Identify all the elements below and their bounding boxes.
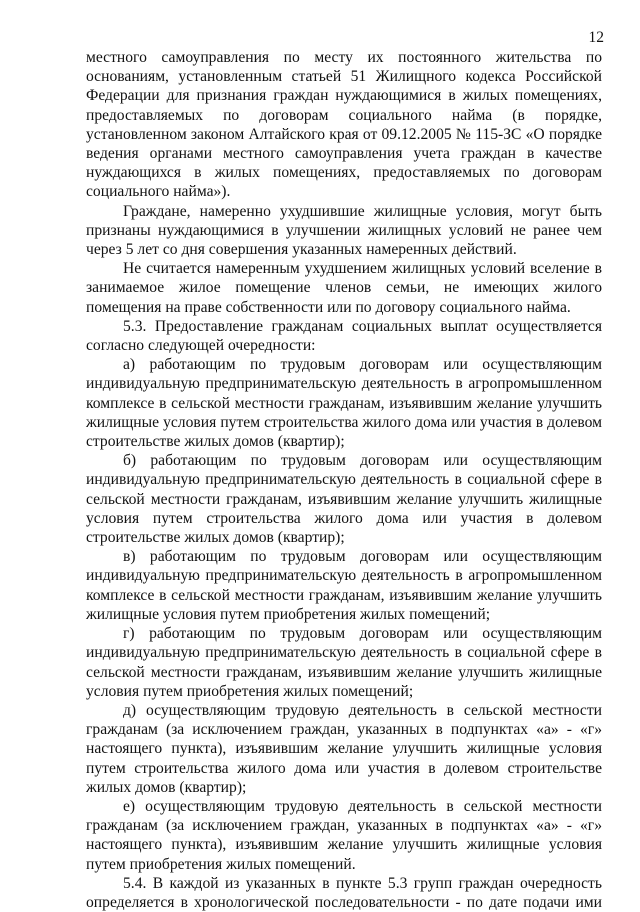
list-item-b: б) работающим по трудовым договорам или осуществляющим индивидуальную предпринимательскую деятельность в социальной сфере в сельской местности гражданам, изъявившим желание улучшить жилищные условия путем строительства жилого дома или участия в долевом строительстве жилых домов (квартир); <box>86 452 602 547</box>
paragraph-not-intentional-worsening: Не считается намеренным ухудшением жилищных условий вселение в занимаемое жилое помещение членов семьи, не имеющих жилого помещения на праве собственности или по договору социального найма. <box>86 260 602 316</box>
body-text <box>86 48 602 912</box>
paragraph-intentional-worsening: Граждане, намеренно ухудшившие жилищные условия, могут быть признаны нуждающимися в улучшении жилищных условий не ранее чем через 5 лет со дня совершения указанных намеренных действий. <box>86 202 602 259</box>
list-item-g: г) работающим по трудовым договорам или осуществляющим индивидуальную предпринимательскую деятельность в социальной сфере в сельской местности гражданам, изъявившим желание улучшить жилищные условия путем приобретения жилых помещений; <box>86 625 602 700</box>
list-item-e: е) осуществляющим трудовую деятельность в сельской местности гражданам (за исключением граждан, указанных в подпунктах «а» - «г» настоящего пункта), изъявившим желание улучшить жилищные условия путем приобретения жилых помещений. <box>86 797 602 873</box>
page-number: 12 <box>588 29 604 46</box>
paragraph-continuation: местного самоуправления по месту их постоянного жительства по основаниям, установленным статьей 51 Жилищного кодекса Российской Федерации для признания граждан нуждающимися в жилых помещениях, предоставляемых по договорам социального найма (в порядке, установленном законом Алтайского края от 09.12.2005 № 115-ЗС «О порядке ведения органами местного самоуправления учета граждан в качестве нуждающихся в жилых помещениях, предоставляемых по договорам социального найма»). <box>86 49 602 201</box>
paragraph-5-4: 5.4. В каждой из указанных в пункте 5.3 групп граждан очередность определяется в хронологической последовательности - по дате подачи ими <box>86 874 602 911</box>
list-item-v: в) работающим по трудовым договорам или осуществляющим индивидуальную предпринимательскую деятельность в агропромышленном комплексе в сельской местности гражданам, изъявившим желание улучшить жилищные условия путем приобретения жилых помещений; <box>86 548 602 623</box>
list-item-d: д) осуществляющим трудовую деятельность в сельской местности гражданам (за исключением граждан, указанных в подпунктах «а» - «г» настоящего пункта), изъявившим желание улучшить жилищные условия путем строительства жилого дома или участия в долевом строительстве жилых домов (квартир); <box>86 701 602 796</box>
paragraph-5-3-heading: 5.3. Предоставление гражданам социальных выплат осуществляется согласно следующей очередности: <box>86 317 602 355</box>
list-item-a: а) работающим по трудовым договорам или осуществляющим индивидуальную предпринимательскую деятельность в агропромышленном комплексе в сельской местности гражданам, изъявившим желание улучшить жилищные условия путем строительства жилого дома или участия в долевом строительстве жилых домов (квартир); <box>86 356 602 451</box>
